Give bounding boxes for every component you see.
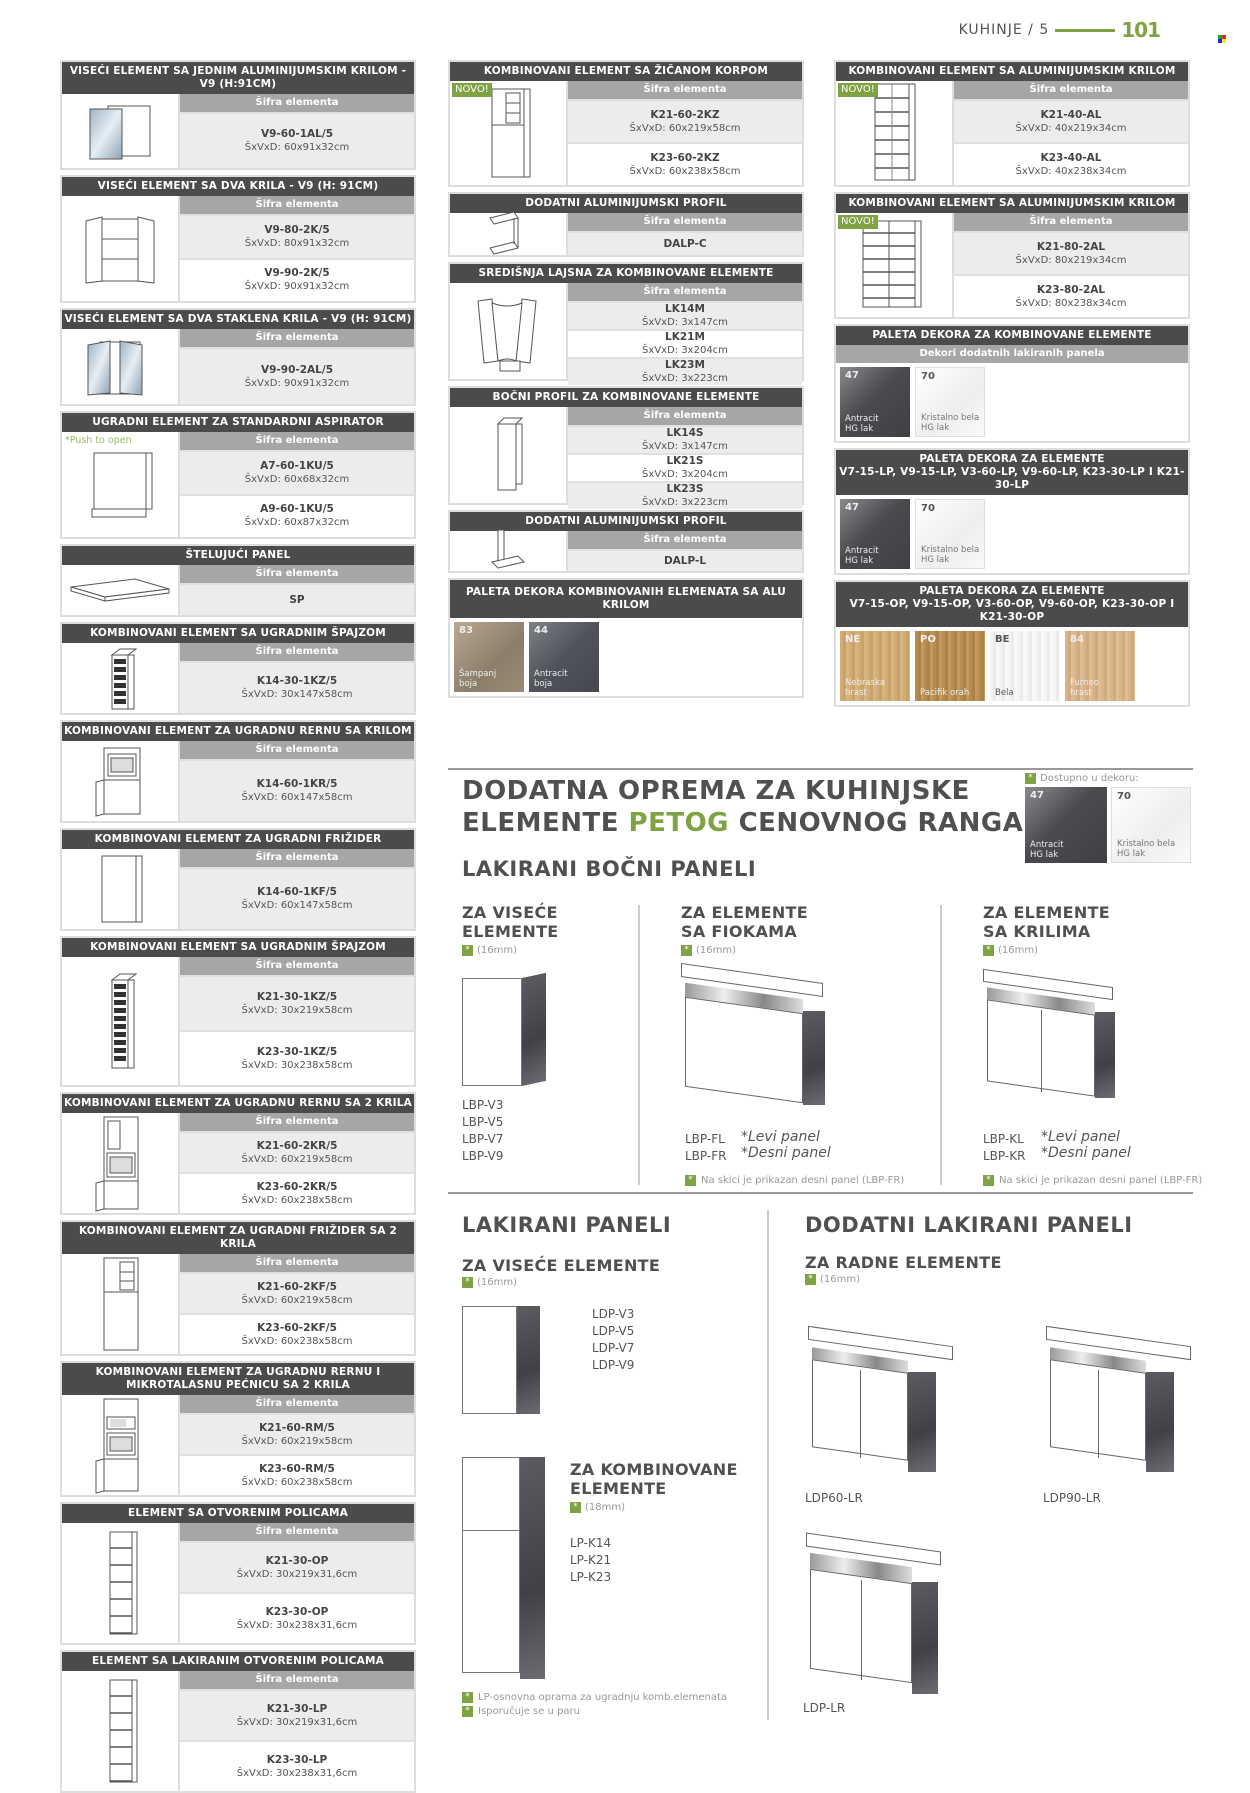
product-card	[60, 308, 416, 406]
dlp-code-60: LDP60-LR	[805, 1491, 863, 1505]
product-illustration	[62, 741, 180, 821]
card-title: KOMBINOVANI ELEMENT ZA UGRADNI FRIŽIDER	[62, 830, 414, 849]
product-row	[568, 453, 802, 481]
product-illustration	[62, 643, 180, 713]
middle-product-column	[448, 60, 804, 698]
product-row	[180, 1030, 414, 1085]
product-illustration	[62, 1113, 180, 1213]
product-code: V9-90-2AL/5	[260, 363, 334, 376]
product-dimensions: ŠxVxD: 3x204cm	[642, 469, 728, 480]
product-code: A7-60-1KU/5	[260, 459, 334, 472]
code-header: Šifra elementa	[180, 565, 414, 583]
code-header: Šifra elementa	[180, 432, 414, 450]
card-title: PALETA DEKORA ZA KOMBINOVANE ELEMENTE	[836, 326, 1188, 345]
product-dimensions: ŠxVxD: 40x219x34cm	[1015, 122, 1127, 134]
right-product-column	[834, 60, 1190, 707]
product-code: LK14S	[666, 427, 704, 439]
product-row	[180, 450, 414, 494]
code-header: Šifra elementa	[180, 94, 414, 112]
price-rank-highlight: PETOG	[628, 808, 730, 838]
door-cabinet-illustration	[983, 978, 1133, 1118]
swatch-47: 47 Antracit HG lak	[1025, 787, 1107, 863]
product-dimensions: ŠxVxD: 3x147cm	[642, 441, 728, 452]
product-dimensions: ŠxVxD: 3x223cm	[642, 497, 728, 508]
product-illustration	[450, 213, 568, 255]
product-card	[60, 1220, 416, 1356]
card-title: ŠTELUJUĆI PANEL	[62, 546, 414, 565]
product-dimensions: ŠxVxD: 40x238x34cm	[1015, 165, 1127, 177]
product-dimensions: ŠxVxD: 60x87x32cm	[244, 517, 350, 529]
dlp-code-lr: LDP-LR	[803, 1701, 846, 1715]
product-code: K23-60-2KZ	[650, 151, 720, 164]
star-icon: *	[570, 1502, 581, 1513]
product-card	[60, 622, 416, 715]
card-title: ELEMENT SA LAKIRANIM OTVORENIM POLICAMA	[62, 1652, 414, 1671]
card-title: KOMBINOVANI ELEMENT SA UGRADNIM ŠPAJZOM	[62, 938, 414, 957]
code-header: Šifra elementa	[568, 213, 802, 231]
card-title: ELEMENT SA OTVORENIM POLICAMA	[62, 1504, 414, 1523]
star-icon: *	[983, 945, 994, 956]
card-title: KOMBINOVANI ELEMENT ZA UGRADNU RERNU SA 2 KRILA	[62, 1094, 414, 1113]
product-dimensions: ŠxVxD: 90x91x32cm	[244, 281, 350, 293]
product-illustration	[62, 329, 180, 404]
card-title: DODATNI ALUMINIJUMSKI PROFIL	[450, 194, 802, 213]
divider	[940, 905, 942, 1185]
product-code: LK21M	[665, 331, 705, 343]
new-badge: NOVO!	[838, 215, 878, 229]
product-dimensions: ŠxVxD: 80x91x32cm	[244, 237, 350, 249]
product-card	[60, 1092, 416, 1215]
product-dimensions: ŠxVxD: 90x91x32cm	[244, 377, 350, 389]
decor-palette-card	[834, 324, 1190, 443]
divider	[767, 1210, 769, 1720]
product-card	[448, 510, 804, 573]
product-row	[954, 274, 1188, 317]
product-dimensions: ŠxVxD: 60x238x58cm	[241, 1194, 353, 1206]
star-icon: *	[1025, 773, 1036, 784]
card-title: UGRADNI ELEMENT ZA STANDARDNI ASPIRATOR	[62, 413, 414, 432]
product-code: K21-30-OP	[265, 1554, 329, 1567]
product-dimensions: ŠxVxD: 60x147x58cm	[241, 792, 353, 803]
left-product-column	[60, 60, 416, 1793]
product-row	[180, 1740, 414, 1791]
product-illustration	[836, 213, 954, 317]
product-dimensions: ŠxVxD: 60x147x58cm	[241, 900, 353, 911]
header-rule	[1055, 29, 1115, 32]
product-code: LK23M	[665, 359, 705, 371]
product-code: K23-60-2KF/5	[257, 1321, 337, 1334]
product-dimensions: ŠxVxD: 60x219x58cm	[241, 1435, 353, 1447]
extra-title-line2: ELEMENTE PETOG CENOVNOG RANGA	[462, 808, 1024, 838]
product-code: LK21S	[666, 455, 704, 467]
palette-subtitle: Dekori dodatnih lakiranih panela	[836, 345, 1188, 363]
worktop-cabinet-60-illustration	[808, 1336, 958, 1486]
product-row	[954, 142, 1188, 185]
product-row	[568, 481, 802, 509]
decor-swatch: PO Pacifik orah	[915, 631, 985, 701]
lp-title: LAKIRANI PANELI	[462, 1213, 672, 1237]
product-code: K21-80-2AL	[1036, 240, 1106, 253]
worktop-cabinet-lr-illustration	[806, 1542, 956, 1692]
product-code: LK23S	[666, 483, 704, 495]
product-dimensions: ŠxVxD: 30x238x58cm	[241, 1059, 353, 1071]
decor-swatch: BE Bela	[990, 631, 1060, 701]
print-mark-icon	[1218, 35, 1226, 43]
product-illustration	[62, 432, 180, 537]
new-badge: NOVO!	[838, 83, 878, 97]
lbp-title: LAKIRANI BOČNI PANELI	[462, 857, 757, 881]
star-icon: *	[983, 1175, 994, 1186]
product-code: K21-40-AL	[1040, 108, 1102, 121]
product-card	[60, 544, 416, 617]
product-row	[180, 494, 414, 538]
product-dimensions: ŠxVxD: 60x91x32cm	[244, 142, 350, 153]
product-row	[568, 99, 802, 142]
product-row	[180, 867, 414, 929]
product-row	[180, 759, 414, 821]
card-title: KOMBINOVANI ELEMENT SA ALUMINIJUMSKIM KRILOM	[836, 194, 1188, 213]
product-code: K21-30-LP	[266, 1702, 328, 1715]
product-code: V9-80-2K/5	[264, 223, 330, 236]
product-card	[448, 192, 804, 257]
product-dimensions: ŠxVxD: 3x204cm	[642, 345, 728, 356]
code-header: Šifra elementa	[568, 81, 802, 99]
product-row	[180, 347, 414, 404]
decor-swatch: 84 Furneo hrast	[1065, 631, 1135, 701]
code-header: Šifra elementa	[180, 1113, 414, 1131]
dlp-code-90: LDP90-LR	[1043, 1491, 1101, 1505]
decor-swatch: 70 Kristalno bela HG lak	[915, 367, 985, 437]
product-dimensions: ŠxVxD: 3x223cm	[642, 373, 728, 384]
lbp-fiokama: ZA ELEMENTE SA FIOKAMA * (16mm) LBP-FL LBP-FR *Levi panel *Desni panel * Na skici je prikazan desni panel (LBP-FR)	[681, 903, 905, 1186]
product-code: K21-30-1KZ/5	[256, 990, 338, 1003]
product-dimensions: ŠxVxD: 80x219x34cm	[1015, 254, 1127, 266]
product-card	[60, 175, 416, 303]
product-row	[180, 112, 414, 168]
product-code: LK14M	[665, 303, 705, 315]
code-header: Šifra elementa	[568, 407, 802, 425]
card-title: VISEĆI ELEMENT SA DVA KRILA - V9 (H: 91CM)	[62, 177, 414, 196]
section-divider	[448, 768, 1193, 770]
star-icon: *	[462, 1692, 473, 1703]
code-header: Šifra elementa	[180, 196, 414, 214]
card-title: SREDIŠNJA LAJSNA ZA KOMBINOVANE ELEMENTE	[450, 264, 802, 283]
product-row	[568, 231, 802, 255]
product-card	[60, 1361, 416, 1497]
card-title: KOMBINOVANI ELEMENT SA ALUMINIJUMSKIM KRILOM	[836, 62, 1188, 81]
product-card	[448, 262, 804, 384]
product-dimensions: ŠxVxD: 30x219x58cm	[241, 1004, 353, 1016]
product-code: DALP-C	[663, 237, 707, 250]
product-dimensions: ŠxVxD: 3x147cm	[642, 317, 728, 328]
product-dimensions: ŠxVxD: 30x238x31,6cm	[236, 1619, 358, 1631]
star-icon: *	[462, 1277, 473, 1288]
card-title: VISEĆI ELEMENT SA DVA STAKLENA KRILA - V9 (H: 91CM)	[62, 310, 414, 329]
card-title: DODATNI ALUMINIJUMSKI PROFIL	[450, 512, 802, 531]
push-to-open-note: *Push to open	[65, 435, 132, 446]
available-decor: * Dostupno u dekoru: 47 Antracit HG lak 70 Kristalno bela HG lak	[1025, 773, 1191, 863]
product-code: K23-60-RM/5	[259, 1462, 335, 1475]
product-code: K21-60-2KF/5	[257, 1280, 337, 1293]
card-title: KOMBINOVANI ELEMENT SA UGRADNIM ŠPAJZOM	[62, 624, 414, 643]
lp-viseci: ZA VISEĆE ELEMENTE * (16mm) LDP-V3 LDP-V5 LDP-V7 LDP-V9	[462, 1256, 762, 1288]
decor-palette-card	[834, 580, 1190, 707]
card-title: PALETA DEKORA ZA ELEMENTE V7-15-OP, V9-15-OP, V3-60-OP, V9-60-OP, K23-30-OP I K21-30-OP	[836, 582, 1188, 627]
product-dimensions: ŠxVxD: 60x219x58cm	[629, 122, 741, 134]
product-row	[180, 1413, 414, 1454]
product-code: DALP-L	[663, 554, 707, 567]
product-card	[60, 1502, 416, 1645]
section-divider	[448, 1192, 1193, 1194]
code-header: Šifra elementa	[180, 643, 414, 661]
product-code: K23-60-2KR/5	[256, 1180, 338, 1193]
lp-footnotes: * LP-osnovna oprama za ugradnju komb.elemenata * Isporučuje se u paru	[462, 1692, 727, 1717]
product-row	[180, 975, 414, 1030]
product-row	[568, 142, 802, 185]
dlp-title: DODATNI LAKIRANI PANELI	[805, 1213, 1133, 1237]
product-row	[180, 214, 414, 258]
product-code: V9-90-2K/5	[264, 267, 330, 280]
product-illustration	[62, 957, 180, 1085]
product-dimensions: ŠxVxD: 60x238x58cm	[241, 1335, 353, 1347]
star-icon: *	[462, 1706, 473, 1717]
card-title: PALETA DEKORA KOMBINOVANIH ELEMENATA SA ALU KRILOM	[450, 580, 802, 618]
product-row	[568, 425, 802, 453]
card-title: VISEĆI ELEMENT SA JEDNIM ALUMINIJUMSKIM KRILOM - V9 (H:91CM)	[62, 62, 414, 94]
product-card	[60, 720, 416, 823]
product-code: SP	[289, 593, 305, 606]
product-illustration	[62, 565, 180, 615]
card-title: KOMBINOVANI ELEMENT ZA UGRADNI FRIŽIDER SA 2 KRILA	[62, 1222, 414, 1254]
product-row	[954, 99, 1188, 142]
swatch-70: 70 Kristalno bela HG lak	[1111, 787, 1191, 863]
product-row	[180, 1541, 414, 1592]
lp-kombinovane: ZA KOMBINOVANE ELEMENTE * (18mm) LP-K14 LP-K21 LP-K23	[570, 1460, 738, 1584]
product-illustration	[62, 1395, 180, 1495]
card-title: KOMBINOVANI ELEMENT SA ŽIČANOM KORPOM	[450, 62, 802, 81]
product-row	[180, 661, 414, 713]
code-header: Šifra elementa	[180, 849, 414, 867]
card-title: KOMBINOVANI ELEMENT ZA UGRADNU RERNU I MIKROTALASNU PEĆNICU SA 2 KRILA	[62, 1363, 414, 1395]
product-row	[568, 357, 802, 385]
code-header: Šifra elementa	[180, 1254, 414, 1272]
star-icon: *	[805, 1274, 816, 1285]
worktop-cabinet-90-illustration	[1046, 1336, 1196, 1486]
card-title: KOMBINOVANI ELEMENT ZA UGRADNU RERNU SA KRILOM	[62, 722, 414, 741]
product-illustration	[450, 407, 568, 503]
code-header: Šifra elementa	[568, 531, 802, 549]
swatch-83: 83 Šampanj boja	[454, 622, 524, 692]
product-dimensions: ŠxVxD: 30x238x31,6cm	[236, 1767, 358, 1779]
product-row	[180, 1689, 414, 1740]
code-header: Šifra elementa	[180, 1523, 414, 1541]
product-card	[448, 60, 804, 187]
product-card	[60, 1650, 416, 1793]
product-illustration	[450, 531, 568, 571]
product-card	[60, 411, 416, 539]
lbp-viseci: ZA VISEĆE ELEMENTE * (16mm) LBP-V3 LBP-V5 LBP-V7 LBP-V9	[462, 903, 559, 1163]
alu-palette-card	[448, 578, 804, 698]
new-badge: NOVO!	[452, 83, 492, 97]
decor-palette-card	[834, 448, 1190, 575]
page-header	[959, 18, 1160, 42]
product-code: K14-30-1KZ/5	[256, 675, 338, 687]
code-header: Šifra elementa	[180, 741, 414, 759]
product-row	[180, 583, 414, 615]
code-header: Šifra elementa	[954, 81, 1188, 99]
extra-title	[462, 775, 1023, 839]
product-card	[834, 60, 1190, 187]
product-code: K14-60-1KR/5	[256, 778, 338, 790]
extra-title-line1: DODATNA OPREMA ZA KUHINJSKE	[462, 776, 970, 806]
decor-swatch: 47 Antracit HG lak	[840, 367, 910, 437]
star-icon: *	[681, 945, 692, 956]
product-row	[180, 1172, 414, 1213]
product-row	[180, 1313, 414, 1354]
product-dimensions: ŠxVxD: 60x238x58cm	[241, 1476, 353, 1488]
product-card	[60, 60, 416, 170]
code-header: Šifra elementa	[180, 957, 414, 975]
product-card	[60, 936, 416, 1087]
code-header: Šifra elementa	[180, 1395, 414, 1413]
product-card	[60, 828, 416, 931]
product-dimensions: ŠxVxD: 80x238x34cm	[1015, 297, 1127, 309]
product-illustration	[62, 196, 180, 301]
page-number: 101	[1121, 18, 1160, 42]
product-card	[448, 386, 804, 508]
product-code: K23-30-1KZ/5	[256, 1045, 338, 1058]
product-dimensions: ŠxVxD: 60x219x58cm	[241, 1153, 353, 1165]
product-row	[180, 1592, 414, 1643]
product-dimensions: ŠxVxD: 30x219x31,6cm	[236, 1716, 358, 1728]
drawer-cabinet-illustration	[681, 973, 831, 1123]
product-code: V9-60-1AL/5	[260, 128, 334, 140]
code-header: Šifra elementa	[180, 329, 414, 347]
product-row	[180, 258, 414, 302]
product-row	[180, 1454, 414, 1495]
product-illustration	[62, 849, 180, 929]
product-row	[954, 231, 1188, 274]
decor-swatch: 70 Kristalno bela HG lak	[915, 499, 985, 569]
product-row	[568, 301, 802, 329]
product-code: K23-30-OP	[265, 1605, 329, 1618]
product-code: K23-80-2AL	[1036, 283, 1106, 296]
product-dimensions: ŠxVxD: 30x147x58cm	[241, 689, 353, 700]
product-illustration	[62, 1254, 180, 1354]
product-row	[180, 1272, 414, 1313]
product-illustration	[62, 1671, 180, 1791]
card-title: BOČNI PROFIL ZA KOMBINOVANE ELEMENTE	[450, 388, 802, 407]
divider	[638, 905, 640, 1185]
product-code: K23-40-AL	[1040, 151, 1102, 164]
product-illustration	[450, 283, 568, 379]
product-row	[568, 549, 802, 571]
code-header: Šifra elementa	[180, 1671, 414, 1689]
star-icon: *	[685, 1175, 696, 1186]
code-header: Šifra elementa	[568, 283, 802, 301]
card-title: PALETA DEKORA ZA ELEMENTE V7-15-LP, V9-15-LP, V3-60-LP, V9-60-LP, K23-30-LP I K21-30-LP	[836, 450, 1188, 495]
decor-swatch: NE Nebraska hrast	[840, 631, 910, 701]
product-dimensions: ŠxVxD: 60x68x32cm	[244, 473, 350, 485]
swatch-44: 44 Antracit boja	[529, 622, 599, 692]
product-code: K21-60-2KR/5	[256, 1139, 338, 1152]
product-code: K23-30-LP	[266, 1753, 328, 1766]
decor-swatch: 47 Antracit HG lak	[840, 499, 910, 569]
product-dimensions: ŠxVxD: 60x219x58cm	[241, 1294, 353, 1306]
code-header: Šifra elementa	[954, 213, 1188, 231]
product-illustration	[62, 94, 180, 168]
product-row	[180, 1131, 414, 1172]
product-illustration	[62, 1523, 180, 1643]
product-code: K21-60-RM/5	[259, 1421, 335, 1434]
product-code: K14-60-1KF/5	[257, 886, 337, 898]
product-card	[834, 192, 1190, 319]
product-dimensions: ŠxVxD: 60x238x58cm	[629, 165, 741, 177]
section-label: KUHINJE / 5	[958, 22, 1050, 38]
product-code: A9-60-1KU/5	[260, 503, 334, 516]
product-illustration	[836, 81, 954, 185]
product-dimensions: ŠxVxD: 30x219x31,6cm	[236, 1568, 358, 1580]
dlp-sub: ZA RADNE ELEMENTE * (16mm)	[805, 1253, 1002, 1285]
star-icon: *	[462, 945, 473, 956]
product-row	[568, 329, 802, 357]
lbp-krilima: ZA ELEMENTE SA KRILIMA * (16mm) LBP-KL LBP-KR *Levi panel *Desni panel * Na skici je prikazan desni panel (LBP-FR)	[983, 903, 1203, 1186]
product-code: K21-60-2KZ	[650, 108, 720, 121]
product-illustration	[450, 81, 568, 185]
